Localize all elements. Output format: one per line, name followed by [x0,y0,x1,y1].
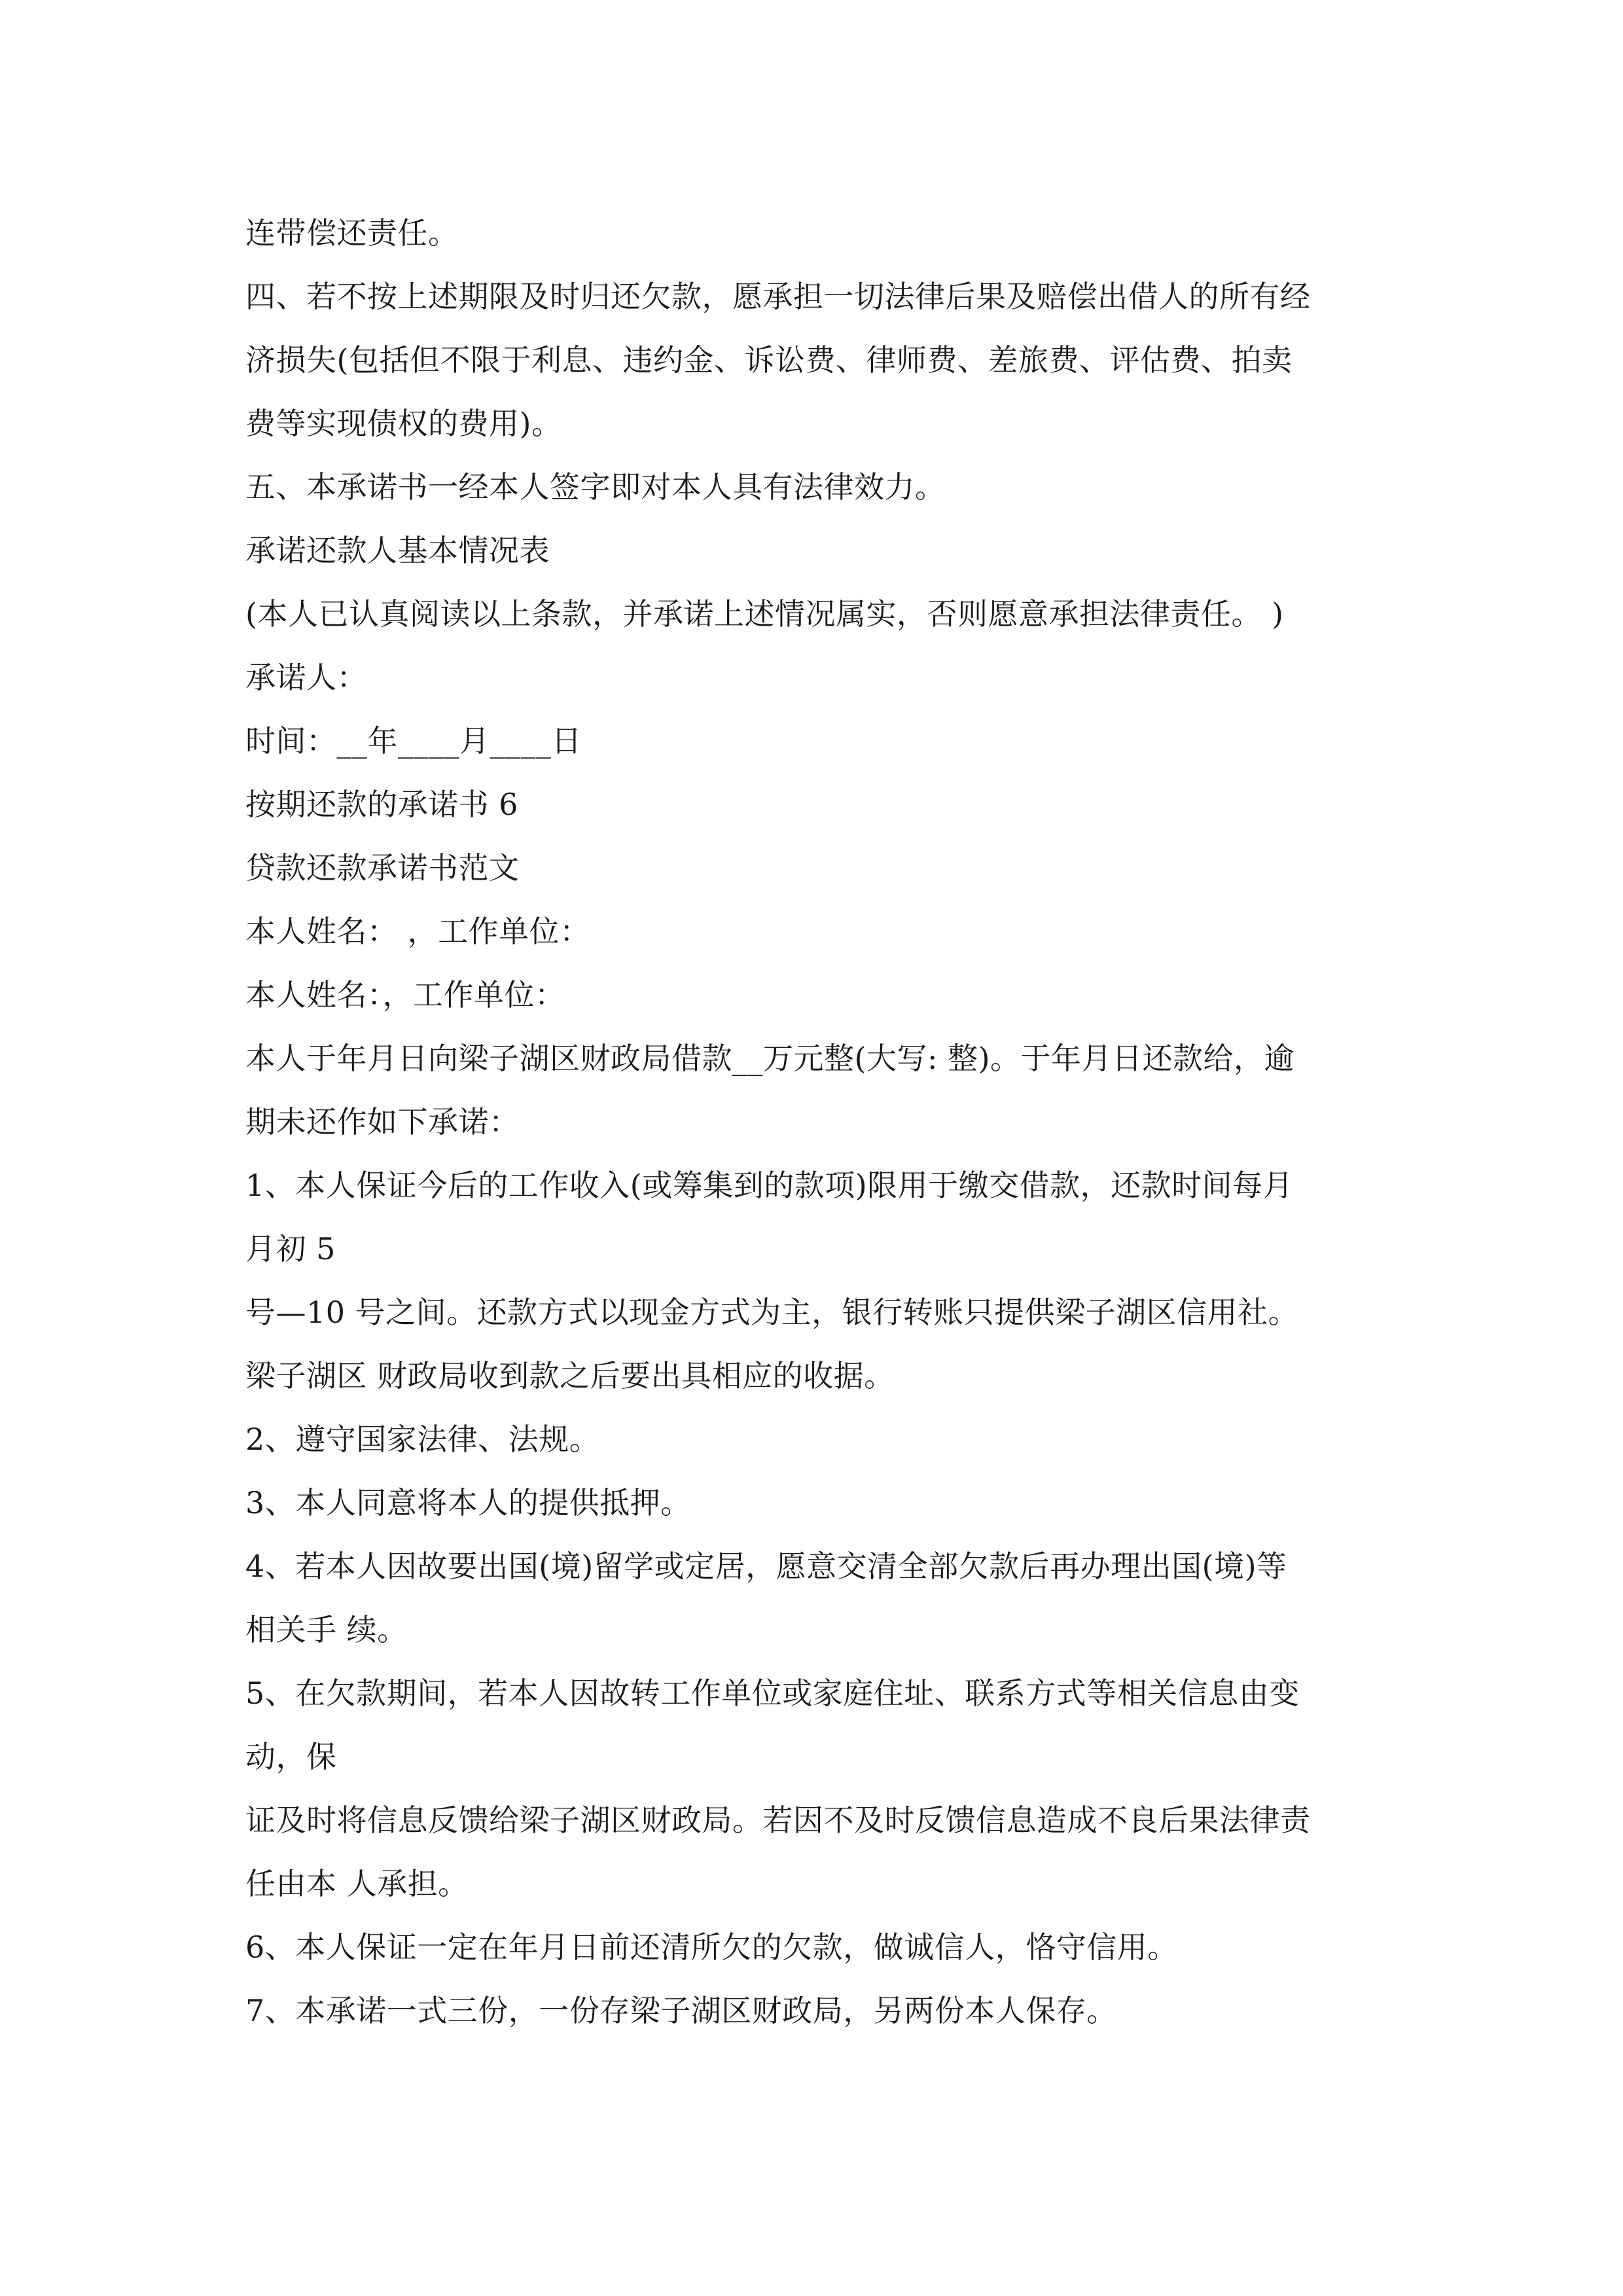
text-line: 动，保 [245,1739,337,1774]
text-line: 本人姓名： ，工作单位： [245,914,590,949]
text-line: 7、本承诺一式三份，一份存梁子湖区财政局，另两份本人保存。 [245,1993,1117,2028]
text-line: 6、本人保证一定在年月日前还清所欠的欠款，做诚信人，恪守信用。 [245,1929,1178,1965]
date-line: 时间：__年____月____日 [245,723,582,759]
text-line: 费等实现债权的费用)。 [245,406,562,441]
text-line: 五、本承诺书一经本人签字即对本人具有法律效力。 [245,469,946,505]
text-line: 梁子湖区 财政局收到款之后要出具相应的收据。 [245,1358,895,1393]
text-line: 连带偿还责任。 [245,215,459,251]
section-heading: 承诺还款人基本情况表 [245,533,550,568]
text-line: 月初 5 [245,1231,336,1266]
text-line: 证及时将信息反馈给梁子湖区财政局。若因不及时反馈信息造成不良后果法律责 [245,1803,1311,1838]
text-line: 期未还作如下承诺： [245,1104,520,1139]
text-line: 本人姓名：，工作单位： [245,977,565,1013]
section-heading: 贷款还款承诺书范文 [245,850,520,886]
document-body [245,202,1384,2043]
text-line: 1、本人保证今后的工作收入(或筹集到的款项)限用于缴交借款，还款时间每月 [245,1168,1294,1203]
text-line: 4、若本人因故要出国(境)留学或定居，愿意交清全部欠款后再办理出国(境)等 [245,1549,1287,1584]
text-line: 号—10 号之间。还款方式以现金方式为主，银行转账只提供梁子湖区信用社。 [245,1295,1299,1330]
text-line: (本人已认真阅读以上条款，并承诺上述情况属实，否则愿意承担法律责任。 ) [245,596,1284,632]
text-line: 济损失(包括但不限于利息、违约金、诉讼费、律师费、差旅费、评估费、拍卖 [245,342,1293,378]
section-heading: 按期还款的承诺书 6 [245,787,518,822]
text-line: 任由本 人承担。 [245,1866,469,1901]
text-line: 相关手 续。 [245,1612,408,1647]
text-line: 2、遵守国家法律、法规。 [245,1422,600,1457]
text-line: 5、在欠款期间，若本人因故转工作单位或家庭住址、联系方式等相关信息由变 [245,1676,1300,1711]
signature-label: 承诺人： [245,660,367,695]
text-line: 本人于年月日向梁子湖区财政局借款__万元整(大写: 整)。于年月日还款给，逾 [245,1041,1295,1076]
text-line: 3、本人同意将本人的提供抵押。 [245,1485,691,1520]
text-line: 四、若不按上述期限及时归还欠款，愿承担一切法律后果及赔偿出借人的所有经 [245,279,1311,314]
